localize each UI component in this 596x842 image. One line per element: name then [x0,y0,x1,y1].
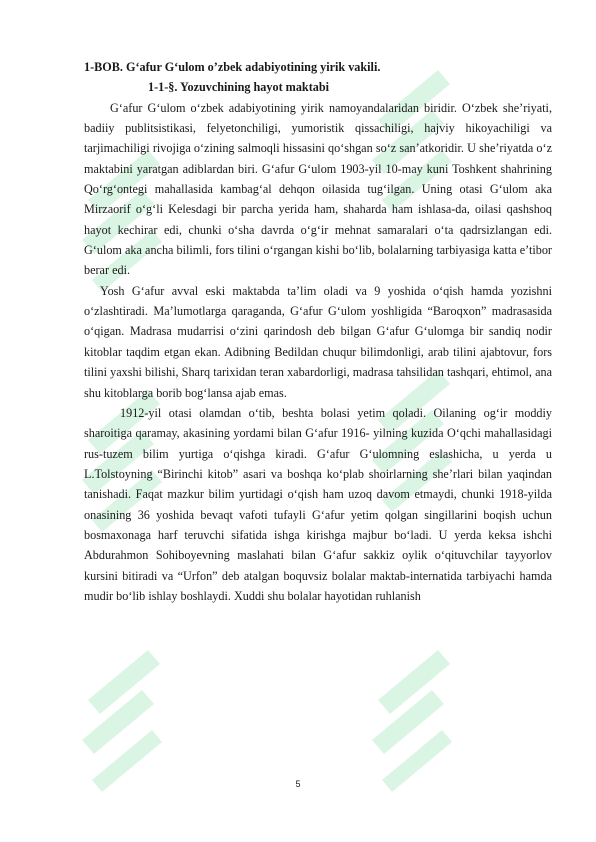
watermark-logo-icon [78,640,168,800]
paragraph-2: Yosh G‘afur avval eski maktabda ta’lim oladi va 9 yoshida o‘qish hamda yozishni o‘zlashtiradi. Ma’lumotlarga qaraganda, G‘afur G‘ulom yoshligida “Baroqxon” madrasasida o‘qigan. Madrasa mudarrisi o‘zini qarindosh deb bilgan G‘afur G‘ulomga bir sandiq nodir kitoblar taqdim etgan ekan. Adibning Bedildan chuqur bilimdonligi, arab tilini ajabtovur, fors tilini yaxshi bilishi, Sharq tarixidan teran xabardorligi, madrasa tahsilidan tashqari, ehtimol, ana shu kitoblarga borib bog‘lansa ajab emas. [84,283,552,400]
section-title: 1-1-§. Yozuvchining hayot maktabi [148,80,330,95]
paragraph-3: 1912-yil otasi olamdan o‘tib, beshta bolasi yetim qoladi. Oilaning og‘ir moddiy sharoitiga qaramay, akasining yordami bilan G‘afur 1916- yilning kuzida O‘qchi mahallasidagi rus-tuzem bilim yurtiga o‘qishga kiradi. G‘afur G‘ulomning eslashicha, u yerda u L.Tolstoyning “Birinchi kitob” asari va boshqa ko‘plab shoirlarning she’rlari bilan yaqindan tanishadi. Faqat mazkur bilim yurtidagi o‘qish ham uzoq davom etmaydi, chunki 1918-yilda onasining 36 yoshida bevaqt vafoti tufayli G‘afur yetim qolgan singillarini boqish uchun bosmaxonaga harf teruvchi sifatida ishga kirishga majbur bo‘ladi. U yerda keksa ishchi Abdurahmon Sohiboyevning maslahati bilan G‘afur sakkiz oylik o‘qituvchilar tayyorlov kursini bitiradi va “Urfon” deb atalgan boquvsiz bolalar maktab-internatida tarbiyachi hamda mudir bo‘lib ishlay boshlaydi. Xuddi shu bolalar hayotidan ruhlanish [84,405,552,603]
watermark-logo-icon [368,640,458,800]
paragraph-1: G‘afur G‘ulom o‘zbek adabiyotining yirik namoyandalaridan biridir. O‘zbek she’riyati, badiiy publitsistikasi, felyetonchiligi, yumoristik qissachiligi, hajviy hikoyachiligi va tarjimachiligi rivojiga o‘zining salmoqli hissasini qo‘shgan so‘z san’atkoridir. U she’riyatda o‘z maktabini yaratgan adiblardan biri. G‘afur G‘ulom 1903-yil 10-may kuni Toshkent shahrining Qo‘rg‘ontegi mahallasida kambag‘al dehqon oilasida tug‘ilgan. Uning otasi G‘ulom aka Mirzaorif o‘g‘li Kelesdagi bir parcha yerida ham, shaharda ham ishlasa-da, oilasi qashshoq hayot kechirar edi, chunki o‘sha davrda o‘g‘ir mehnat samaralari o‘ta qadrsizlangan edi. G‘ulom aka ancha bilimli, fors tilini o‘rgangan kishi bo‘lib, bolalarning tarbiyasiga katta e’tibor berar edi. [84,100,552,278]
document-body [84,57,552,606]
page-number: 5 [295,779,301,789]
chapter-title: 1-BOB. G‘afur G‘ulom o’zbek adabiyotining yirik vakili. [84,60,381,74]
